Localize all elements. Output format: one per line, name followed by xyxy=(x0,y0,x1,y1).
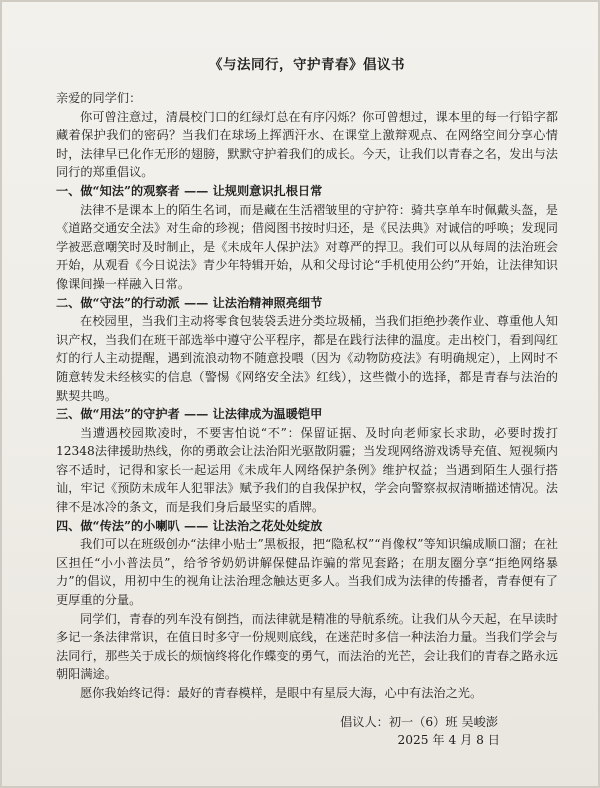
section-3-body: 当遭遇校园欺凌时，不要害怕说“不”：保留证据、及时向老师家长求助，必要时拨打12348法律援助热线，你的勇敢会让法治阳光驱散阴霾；当发现网络游戏诱导充值、短视频内容不适时，记得和家长一起运用《未成年人网络保护条例》维护权益；当遇到陌生人强行搭讪，牢记《预防未成年人犯罪法》赋予我们的自我保护权，学会向警察叔叔清晰描述情况。法律不是冰冷的条文，而是我们身后最坚实的盾牌。 xyxy=(56,425,558,515)
section-1-body: 法律不是课本上的陌生名词，而是藏在生活褶皱里的守护符：骑共享单车时佩戴头盔，是《道路交通安全法》对生命的珍视；借阅图书按时归还，是《民法典》对诚信的呼唤；发现同学被恶意嘲笑时及时制止，是《未成年人保护法》对尊严的捍卫。我们可以从每周的法治班会开始，从观看《今日说法》青少年特辑开始，从和父母讨论“手机使用公约”开始，让法律知识像课间操一样融入日常。 xyxy=(56,202,558,291)
intro-paragraph: 你可曾注意过，清晨校门口的红绿灯总在有序闪烁？你可曾想过，课本里的每一行铅字都藏着保护我们的密码？当我们在球场上挥洒汗水、在课堂上激辩观点、在网络空间分享心情时，法律早已化作无形的翅膀，默默守护着我们的成长。今天，让我们以青春之名，发出与法同行的郑重倡议。 xyxy=(56,109,558,180)
document-page xyxy=(2,2,598,786)
closing-wish: 愿你我始终记得：最好的青春模样，是眼中有星辰大海，心中有法治之光。 xyxy=(80,686,483,700)
section-1-heading: 一、做“知法”的观察者 —— 让规则意识扎根日常 xyxy=(56,183,323,198)
section-4-body: 我们可以在班级创办“法律小贴士”黑板报，把“隐私权”“肖像权”等知识编成顺口溜；在社区担任“小小普法员”，给爷爷奶奶讲解保健品诈骗的常见套路；在朋友圈分享“拒绝网络暴力”的倡议，用初中生的视角让法治理念触达更多人。当我们成为法律的传播者，青春便有了更厚重的分量。 xyxy=(56,537,558,608)
greeting: 亲爱的同学们： xyxy=(56,91,142,105)
section-2-heading: 二、做“守法”的行动派 —— 让法治精神照亮细节 xyxy=(56,295,323,310)
document-title: 《与法同行，守护青春》倡议书 xyxy=(209,57,405,73)
section-2-body: 在校园里，当我们主动将零食包装袋丢进分类垃圾桶，当我们拒绝抄袭作业、尊重他人知识产权，当我们在班干部选举中遵守公平程序，都是在践行法律的温度。走出校门，看到闯红灯的行人主动提醒，遇到流浪动物不随意投喂（因为《动物防疫法》有明确规定），上网时不随意转发未经核实的信息（警惕《网络安全法》红线），这些微小的选择，都是青春与法治的默契共鸣。 xyxy=(56,314,558,403)
signature: 倡议人：初一（6）班 吴峻澎 xyxy=(340,714,498,729)
section-3-heading: 三、做“用法”的守护者 —— 让法律成为温暖铠甲 xyxy=(56,407,323,422)
closing-paragraph: 同学们，青春的列车没有倒挡，而法律就是精准的导航系统。让我们从今天起，在早读时多记一条法律常识，在值日时多守一份规则底线，在迷茫时多信一种法治力量。当我们学会与法同行，那些关于成长的烦恼终将化作蝶变的勇气，而法治的光芒，会让我们的青春之路永远朝阳满途。 xyxy=(56,611,558,682)
section-4-heading: 四、做“传法”的小喇叭 —— 让法治之花处处绽放 xyxy=(56,518,323,533)
date: 2025 年 4 月 8 日 xyxy=(397,733,500,748)
